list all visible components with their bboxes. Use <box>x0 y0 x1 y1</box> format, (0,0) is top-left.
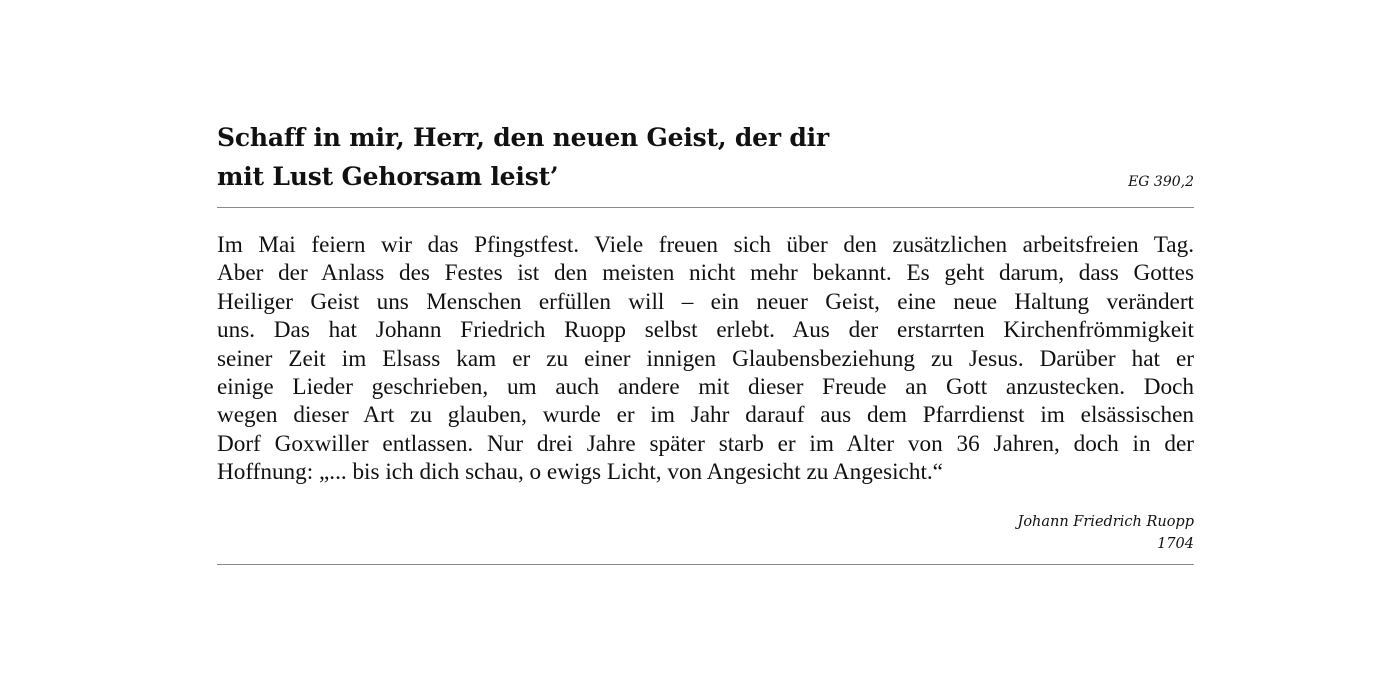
body-text <box>217 231 1194 487</box>
body-line-8: Dorf Goxwiller entlassen. Nur drei Jahre später starb er im Alter von 36 Jahren, doch in der <box>217 430 1194 457</box>
header <box>217 118 1194 200</box>
body-line-5: seiner Zeit im Elsass kam er zu einer innigen Glaubensbeziehung zu Jesus. Darüber hat er <box>217 345 1194 372</box>
body-line-2: Aber der Anlass des Festes ist den meisten nicht mehr bekannt. Es geht darum, dass Gottes <box>217 260 1194 287</box>
author-year: 1704 <box>1157 535 1194 552</box>
body-line-1: Im Mai feiern wir das Pfingstfest. Viele freuen sich über den zusätzlichen arbeitsfreien Tag. <box>217 232 1194 258</box>
author-name: Johann Friedrich Ruopp <box>1017 513 1194 530</box>
body-line-3: Heiliger Geist uns Menschen erfüllen will – ein neuer Geist, eine neue Haltung verändert <box>217 288 1194 315</box>
devotional-page <box>217 118 1194 565</box>
attribution <box>217 511 1194 555</box>
hymn-title-line-2: mit Lust Gehorsam leist’ <box>217 162 559 191</box>
hymn-title-line-1: Schaff in mir, Herr, den neuen Geist, der dir <box>217 123 829 152</box>
body-line-4: uns. Das hat Johann Friedrich Ruopp selbst erlebt. Aus der erstarrten Kirchenfrömmigkeit <box>217 317 1194 344</box>
body-line-6: einige Lieder geschrieben, um auch andere mit dieser Freude an Gott anzustecken. Doch <box>217 374 1194 401</box>
hymn-reference: EG 390,2 <box>1128 174 1194 190</box>
body-line-7: wegen dieser Art zu glauben, wurde er im Jahr darauf aus dem Pfarrdienst im elsässischen <box>217 402 1194 429</box>
top-divider <box>217 207 1194 208</box>
bottom-divider <box>217 564 1194 565</box>
body-line-9: Hoffnung: „... bis ich dich schau, o ewigs Licht, von Angesicht zu Angesicht.“ <box>217 459 943 486</box>
hymn-title <box>217 118 937 196</box>
